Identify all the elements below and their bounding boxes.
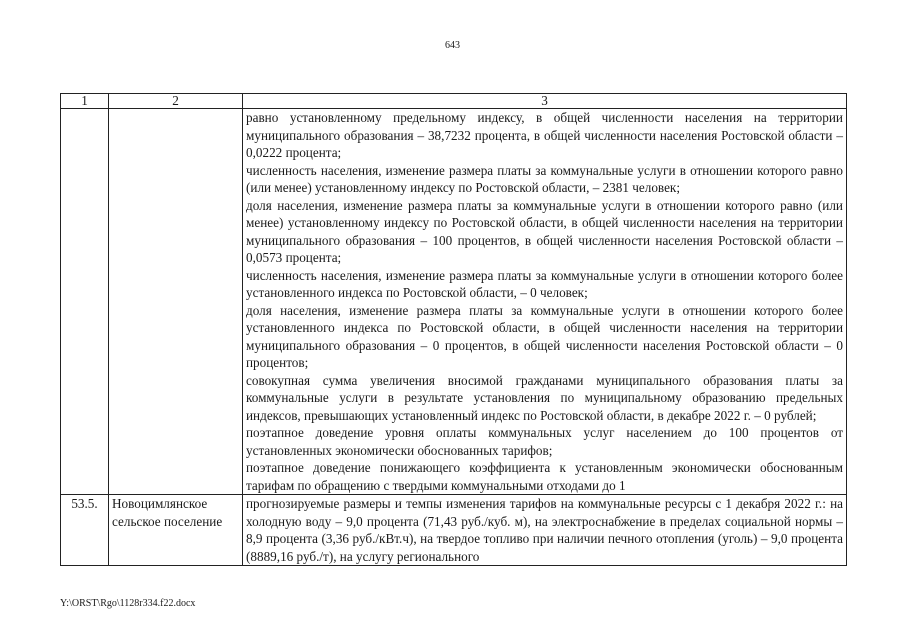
header-col-3: 3	[243, 94, 847, 109]
row-name: Новоцимлянское сельское поселение	[109, 495, 243, 566]
page-number: 643	[445, 40, 460, 51]
document-table	[60, 93, 847, 566]
header-col-1: 1	[61, 94, 109, 109]
row-number: 53.5.	[61, 495, 109, 566]
header-col-2: 2	[109, 94, 243, 109]
row-content	[243, 109, 847, 495]
paragraph: поэтапное доведение понижающего коэффициента к установленным экономически обоснованным тарифам по обращению с твердыми коммунальными отходами до 1	[246, 460, 843, 493]
row-number	[61, 109, 109, 495]
paragraph: численность населения, изменение размера платы за коммунальные услуги в отношении которого более установленного индекса по Ростовской области, – 0 человек;	[246, 267, 843, 300]
table-header-row	[61, 94, 847, 109]
table-row	[61, 109, 847, 495]
paragraph: численность населения, изменение размера платы за коммунальные услуги в отношении которого равно (или менее) установленному индексу по Ростовской области, – 2381 человек;	[246, 162, 843, 195]
paragraph: равно установленному предельному индексу, в общей численности населения на территории муниципального образования – 38,7232 процента, в общей численности населения Ростовской области – 0,0222 процента;	[246, 110, 843, 160]
table-row	[61, 495, 847, 566]
paragraph: прогнозируемые размеры и темпы изменения тарифов на коммунальные ресурсы с 1 декабря 2022 г.: на холодную воду – 9,0 процента (71,43 руб./куб. м), на электроснабжение в пределах социальной нормы – 8,9 процента (3,36 руб./кВт.ч), на твердое топливо при наличии печного отопления (уголь) – 9,0 процента (8889,16 руб./т), на услугу регионального	[246, 496, 843, 564]
row-content	[243, 495, 847, 566]
paragraph: поэтапное доведение уровня оплаты коммунальных услуг населением до 100 процентов от установленных экономически обоснованных тарифов;	[246, 425, 843, 458]
row-name	[109, 109, 243, 495]
file-path-footer: Y:\ORST\Rgo\1128r334.f22.docx	[60, 598, 196, 609]
paragraph: доля населения, изменение размера платы за коммунальные услуги в отношении которого равно (или менее) установленному индексу по Ростовской области, в общей численности населения на территории муниципального образования – 100 процентов, в общей численности населения Ростовской области – 0,0573 процента;	[246, 197, 843, 265]
paragraph: доля населения, изменение размера платы за коммунальные услуги в отношении которого более установленного индекса по Ростовской области, в общей численности населения на территории муниципального образования – 0 процентов, в общей численности населения Ростовской области – 0 процентов;	[246, 302, 843, 370]
paragraph: совокупная сумма увеличения вносимой гражданами муниципального образования платы за коммунальные услуги в результате установления по муниципальному образованию предельных индексов, превышающих установленный индекс по Ростовской области, в декабре 2022 г. – 0 рублей;	[246, 372, 843, 423]
